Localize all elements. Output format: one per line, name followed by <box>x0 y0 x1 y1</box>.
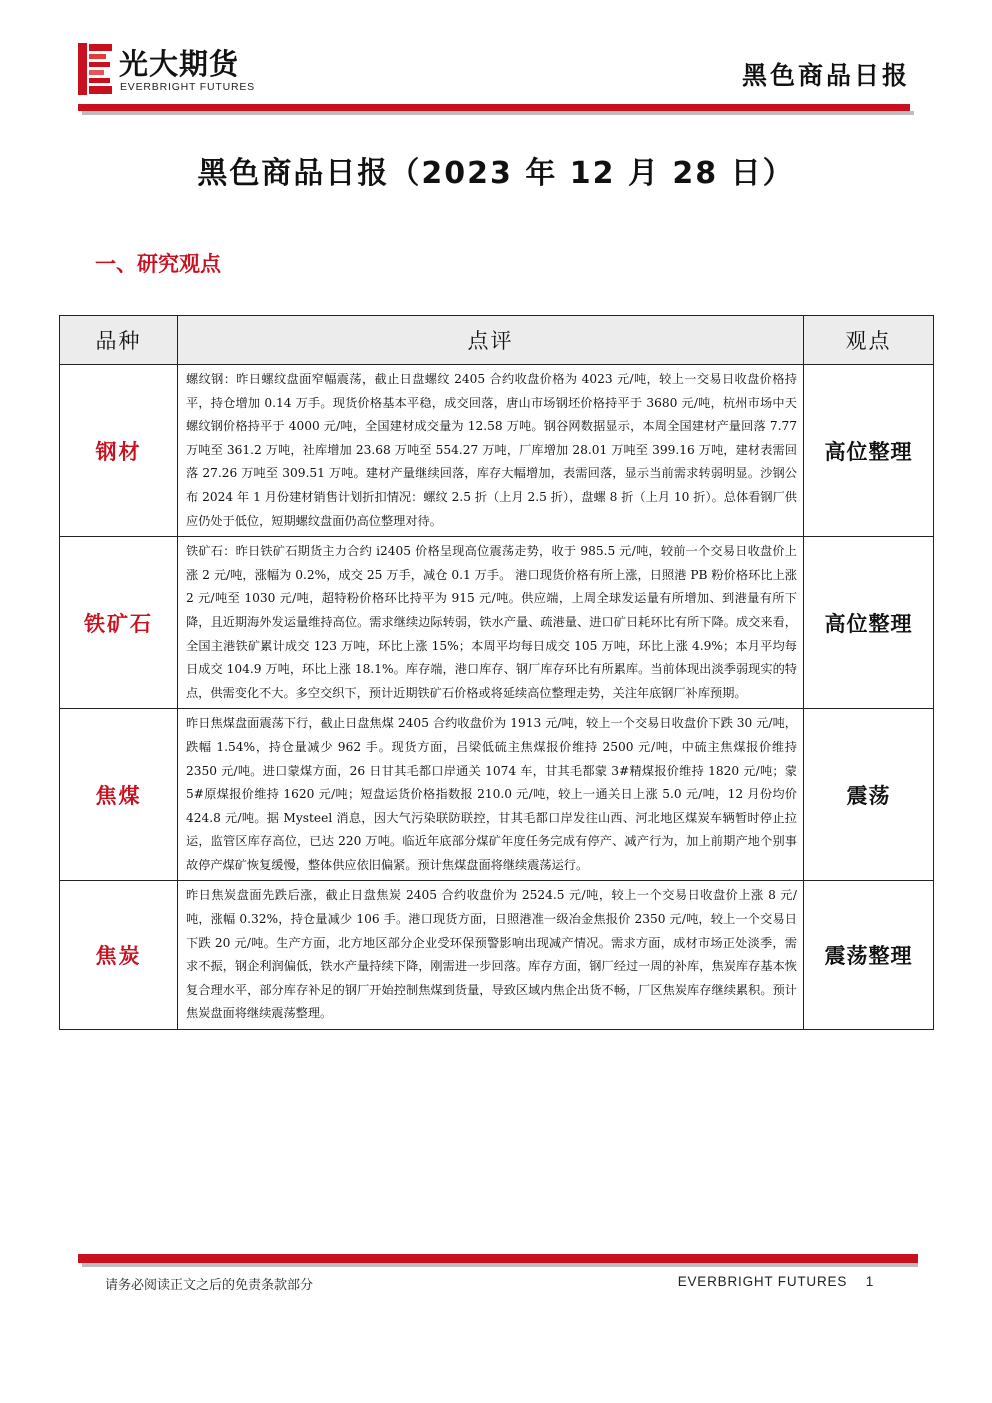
table-header-row <box>60 316 934 365</box>
variety-cell: 钢材 <box>60 365 178 537</box>
table-row-steel <box>60 365 934 537</box>
page-header <box>78 40 914 118</box>
page-number: 1 <box>865 1274 874 1289</box>
variety-cell: 铁矿石 <box>60 537 178 709</box>
logo-en-text: EVERBRIGHT FUTURES <box>120 81 255 93</box>
view-cell: 震荡 <box>804 709 934 881</box>
col-header-variety: 品种 <box>60 316 178 365</box>
comment-cell: 铁矿石：昨日铁矿石期货主力合约 i2405 价格呈现高位震荡走势，收于 985.5 元/吨，较前一个交易日收盘价上涨 2 元/吨，涨幅为 0.2%，成交 25 万手，减仓 0.1 万手。 港口现货价格有所上涨，日照港 PB 粉价格环比上涨 2 元/吨至 1030 元/吨，超特粉价格环比持平为 915 元/吨。供应端，上周全球发运量有所增加、到港量有所下降，且近期海外发运量维持高位。需求继续边际转弱，铁水产量、疏港量、进口矿日耗环比有所下降。成交来看，全国主港铁矿累计成交 123 万吨，环比上涨 15%；本周平均每日成交 105 万吨，环比上涨 4.9%；本月平均每日成交 104.9 万吨，环比上涨 18.1%。库存端，港口库存、钢厂库存环比有所累库。当前体现出淡季弱现实的特点，供需变化不大。多空交织下，预计近期铁矿石价格或将延续高位整理走势，关注年底钢厂补库预期。 <box>178 537 804 709</box>
table-row-iron-ore <box>60 537 934 709</box>
footer-rule-shadow <box>82 1263 918 1267</box>
views-table <box>59 315 934 1030</box>
col-header-comment: 点评 <box>178 316 804 365</box>
table-row-coking-coal <box>60 709 934 881</box>
header-rule-shadow <box>82 111 914 115</box>
footer-disclaimer: 请务必阅读正文之后的免责条款部分 <box>105 1278 314 1293</box>
variety-cell: 焦煤 <box>60 709 178 881</box>
table-row-coke <box>60 881 934 1030</box>
page-title: 黑色商品日报（2023 年 12 月 28 日） <box>197 156 795 191</box>
comment-cell: 昨日焦煤盘面震荡下行，截止日盘焦煤 2405 合约收盘价为 1913 元/吨，较上一个交易日收盘价下跌 30 元/吨，跌幅 1.54%，持仓量减少 962 手。现货方面，吕梁低硫主焦煤报价维持 2500 元/吨，中硫主焦煤报价维持 2350 元/吨。进口蒙煤方面，26 日甘其毛都口岸通关 1074 车，甘其毛都蒙 3#精煤报价维持 1820 元/吨；蒙 5#原煤报价维持 1620 元/吨；短盘运货价格指数报 210.0 元/吨，较上一通关日上涨 5.0 元/吨，12 月份均价 424.8 元/吨。据 Mysteel 消息，因大气污染联防联控，甘其毛都口岸发往山西、河北地区煤炭车辆暂时停止拉运，监管区库存高位，已达 220 万吨。临近年底部分煤矿年度任务完成有停产、减产行为，加上前期产地个别事故停产煤矿恢复缓慢，整体供应依旧偏紧。预计焦煤盘面将继续震荡运行。 <box>178 709 804 881</box>
logo-cn-text: 光大期货 <box>119 47 240 81</box>
col-header-view: 观点 <box>804 316 934 365</box>
view-cell: 高位整理 <box>804 365 934 537</box>
footer-red-rule <box>78 1254 918 1263</box>
view-cell: 高位整理 <box>804 537 934 709</box>
comment-cell: 螺纹钢：昨日螺纹盘面窄幅震荡，截止日盘螺纹 2405 合约收盘价格为 4023 元/吨，较上一交易日收盘价格持平，持仓增加 0.14 万手。现货价格基本平稳，成交回落，唐山市场钢坯价格持平于 3680 元/吨，杭州市场中天螺纹钢价格持平于 4000 元/吨，全国建材成交量为 12.58 万吨。钢谷网数据显示，本周全国建材产量回落 7.77 万吨至 361.2 万吨，社库增加 23.68 万吨至 554.27 万吨，厂库增加 28.01 万吨至 399.16 万吨，建材表需回落 27.26 万吨至 309.51 万吨。建材产量继续回落，库存大幅增加，表需回落，显示当前需求转弱明显。沙钢公布 2024 年 1 月份建材销售计划折扣情况：螺纹 2.5 折（上月 2.5 折），盘螺 8 折（上月 10 折）。总体看钢厂供应仍处于低位，短期螺纹盘面仍高位整理对待。 <box>178 365 804 537</box>
everbright-logo-icon <box>78 43 112 95</box>
variety-cell: 焦炭 <box>60 881 178 1030</box>
footer-brand-page <box>678 1274 874 1289</box>
section-heading: 一、研究观点 <box>95 252 221 276</box>
footer-brand: EVERBRIGHT FUTURES <box>677 1274 848 1289</box>
comment-cell: 昨日焦炭盘面先跌后涨，截止日盘焦炭 2405 合约收盘价为 2524.5 元/吨，较上一个交易日收盘价上涨 8 元/吨，涨幅 0.32%，持仓量减少 106 手。港口现货方面，日照港准一级冶金焦报价 2350 元/吨，较上一个交易日下跌 20 元/吨。生产方面，北方地区部分企业受环保预警影响出现减产情况。需求方面，成材市场正处淡季，需求不振，钢企利润偏低，铁水产量持续下降，刚需进一步回落。库存方面，钢厂经过一周的补库，焦炭库存基本恢复合理水平，部分库存补足的钢厂开始控制焦煤到货量，导致区域内焦企出货不畅，厂区焦炭库存继续累积。预计焦炭盘面将继续震荡整理。 <box>178 881 804 1030</box>
header-red-rule <box>78 104 910 111</box>
view-cell: 震荡整理 <box>804 881 934 1030</box>
header-report-title: 黑色商品日报 <box>741 61 910 90</box>
